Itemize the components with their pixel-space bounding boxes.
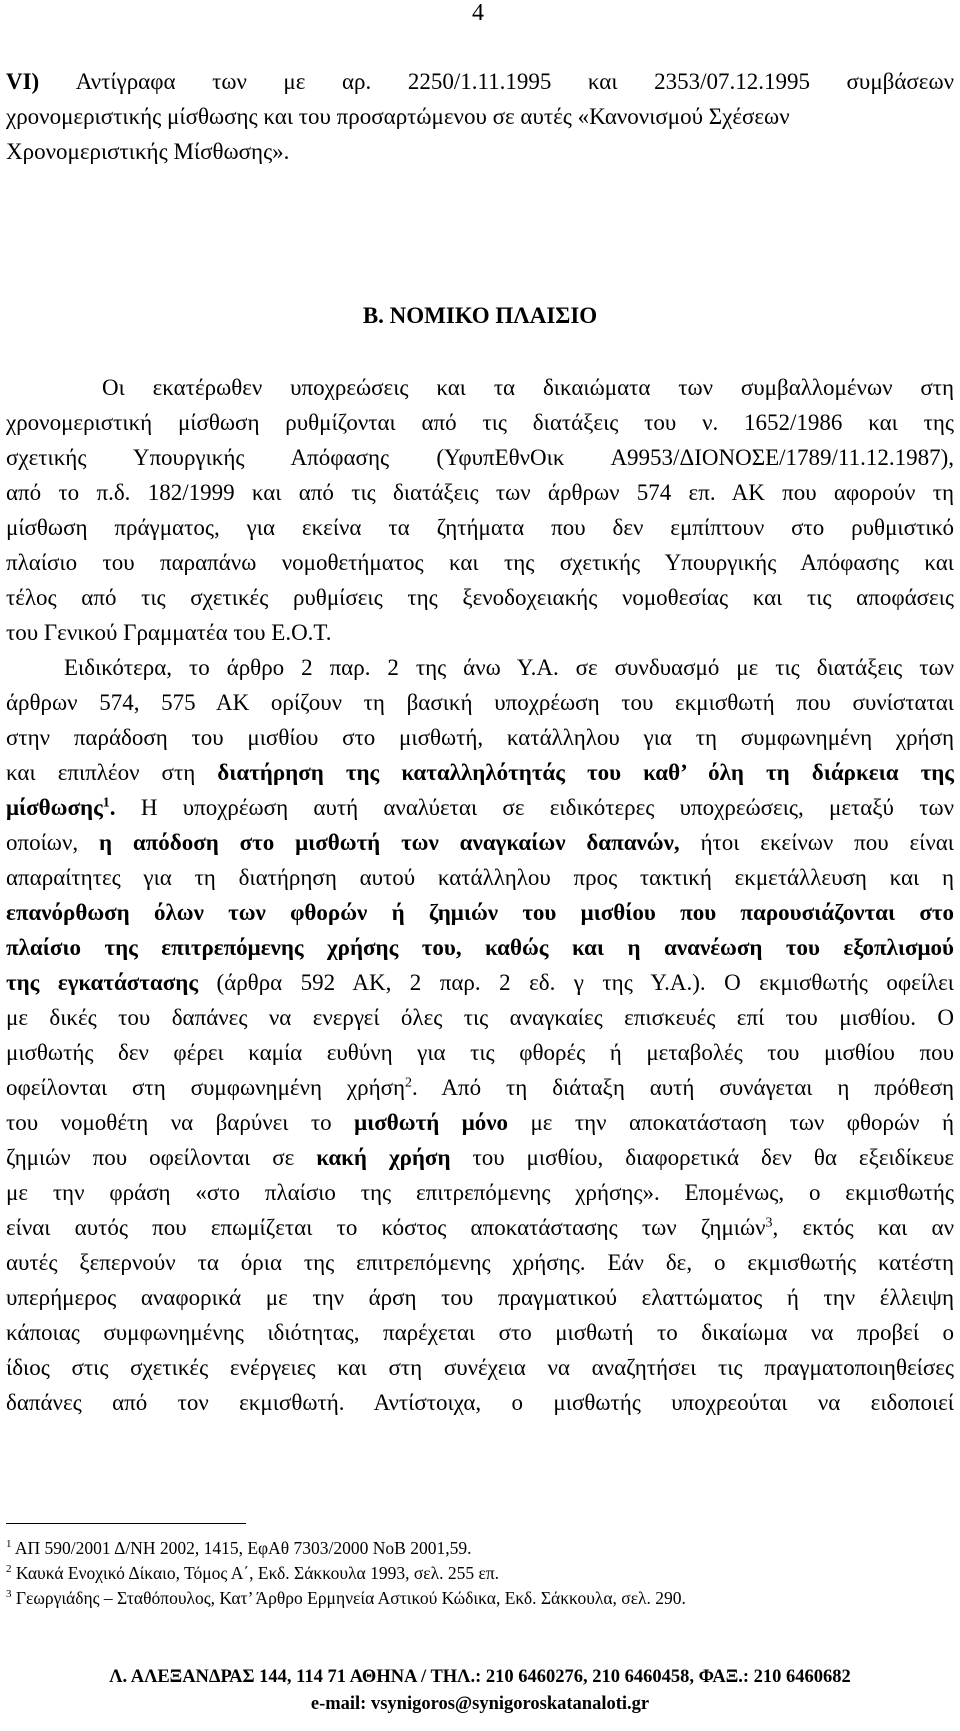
para2-line-15: ζημιών που οφείλονται σε κακή χρήση του μισθίου, διαφορετικά δεν θα εξειδίκευε xyxy=(6,1145,954,1170)
para2-line-21: ίδιος στις σχετικές ενέργειες και στη συνέχεια να αναζητήσει τις πραγματοποιηθείσες xyxy=(6,1355,954,1380)
para2-line-10: της εγκατάστασης (άρθρα 592 ΑΚ, 2 παρ. 2 εδ. γ της Υ.Α.). Ο εκμισθωτής οφείλει xyxy=(6,970,954,995)
para2-line-4: και επιπλέον στη διατήρηση της καταλληλότητάς του καθ’ όλη τη διάρκεια της xyxy=(6,760,954,785)
page-number: 4 xyxy=(472,0,484,26)
section-b-heading: Β. ΝΟΜΙΚΟ ΠΛΑΙΣΙΟ xyxy=(362,303,598,328)
para1-line-6: πλαίσιο του παραπάνω νομοθετήματος και της σχετικής Υπουργικής Απόφασης και xyxy=(6,550,954,575)
para2-line-8: επανόρθωση όλων των φθορών ή ζημιών του μισθίου που παρουσιάζονται στο xyxy=(6,900,954,925)
para2-line-1: Ειδικότερα, το άρθρο 2 παρ. 2 της άνω Υ.Α. σε συνδυασμό με τις διατάξεις των xyxy=(64,655,954,680)
footnote-2: $^2$ Καυκά Ενοχικό Δίκαιο, Τόμος Α΄, Εκδ. Σάκκουλα 1993, σελ. 255 επ. xyxy=(6,1563,500,1583)
para1-line-3: σχετικής Υπουργικής Απόφασης (ΥφυπΕθνΟικ Α9953/ΔΙΟΝΟΣΕ/1789/11.12.1987), xyxy=(6,445,954,470)
para2-line-2: άρθρων 574, 575 ΑΚ ορίζουν τη βασική υποχρέωση του εκμισθωτή που συνίσταται xyxy=(6,690,954,715)
para1-line-2: χρονομεριστική μίσθωση ρυθμίζονται από τις διατάξεις του ν. 1652/1986 και της xyxy=(6,410,954,435)
section-vi-line-3: Χρονομεριστικής Μίσθωσης». xyxy=(6,139,290,164)
para2-line-16: με την φράση «στο πλαίσιο της επιτρεπόμενης χρήσης». Επομένως, ο εκμισθωτής xyxy=(6,1180,954,1205)
para2-line-12: μισθωτής δεν φέρει καμία ευθύνη για τις φθορές ή μεταβολές του μισθίου που xyxy=(6,1040,954,1065)
footnote-separator xyxy=(6,1523,246,1524)
para2-line-18: αυτές ξεπερνούν τα όρια της επιτρεπόμενης χρήσης. Εάν δε, ο εκμισθωτής κατέστη xyxy=(6,1250,954,1275)
para2-line-11: με δικές του δαπάνες να ενεργεί όλες τις αναγκαίες επισκευές επί του μισθίου. Ο xyxy=(6,1005,954,1030)
para2-line-22: δαπάνες από τον εκμισθωτή. Αντίστοιχα, ο μισθωτής υποχρεούται να ειδοποιεί xyxy=(6,1390,954,1415)
para2-line-9: πλαίσιο της επιτρεπόμενης χρήσης του, καθώς και η ανανέωση του εξοπλισμού xyxy=(6,935,954,960)
section-vi-line-2: χρονομεριστικής μίσθωσης και του προσαρτώμενου σε αυτές «Κανονισμού Σχέσεων xyxy=(6,104,790,129)
para1-line-1: Οι εκατέρωθεν υποχρεώσεις και τα δικαιώματα των συμβαλλομένων στη xyxy=(102,375,954,400)
para2-line-17: είναι αυτός που επωμίζεται το κόστος αποκατάστασης των ζημιών$^3$, εκτός και αν xyxy=(6,1215,954,1240)
para2-line-3: στην παράδοση του μισθίου στο μισθωτή, κατάλληλου για τη συμφωνημένη χρήση xyxy=(6,725,954,750)
footer-address: Λ. ΑΛΕΞΑΝΔΡΑΣ 144, 114 71 ΑΘΗΝΑ / ΤΗΛ.: 210 6460276, 210 6460458, ΦΑΞ.: 210 6460682 xyxy=(109,1667,851,1687)
para2-line-14: του νομοθέτη να βαρύνει το μισθωτή μόνο με την αποκατάσταση των φθορών ή xyxy=(6,1110,954,1135)
para1-line-7: τέλος από τις σχετικές ρυθμίσεις της ξενοδοχειακής νομοθεσίας και τις αποφάσεις xyxy=(6,585,954,610)
para2-line-6: οποίων, η απόδοση στο μισθωτή των αναγκαίων δαπανών, ήτοι εκείνων που είναι xyxy=(6,830,954,855)
footnote-1: $^1$ ΑΠ 590/2001 Δ/ΝΗ 2002, 1415, ΕφΑθ 7303/2000 ΝοΒ 2001,59. xyxy=(6,1538,472,1558)
footnote-3: $^3$ Γεωργιάδης – Σταθόπουλος, Κατ’ Άρθρο Ερμηνεία Αστικού Κώδικα, Εκδ. Σάκκουλα, σελ. 290. xyxy=(6,1588,686,1608)
para1-line-8: του Γενικού Γραμματέα του Ε.Ο.Τ. xyxy=(6,620,332,645)
para1-line-5: μίσθωση πράγματος, για εκείνα τα ζητήματα που δεν εμπίπτουν στο ρυθμιστικό xyxy=(6,515,954,540)
footer-email: e-mail: vsynigoros@synigoroskatanaloti.gr xyxy=(310,1694,650,1714)
para2-line-19: υπερήμερος αναφορικά με την άρση του πραγματικού ελαττώματος ή την έλλειψη xyxy=(6,1285,954,1310)
para2-line-5: μίσθωσης$^1$. Η υποχρέωση αυτή αναλύεται σε ειδικότερες υποχρεώσεις, μεταξύ των xyxy=(6,795,954,820)
section-vi-line-1: VI) Αντίγραφα των με αρ. 2250/1.11.1995 και 2353/07.12.1995 συμβάσεων xyxy=(6,69,954,94)
para2-line-13: οφείλονται στη συμφωνημένη χρήση$^2$. Από τη διάταξη αυτή συνάγεται η πρόθεση xyxy=(6,1075,954,1100)
para1-line-4: από το π.δ. 182/1999 και από τις διατάξεις των άρθρων 574 επ. ΑΚ που αφορούν τη xyxy=(6,480,954,505)
para2-line-20: κάποιας συμφωνημένης ιδιότητας, παρέχεται στο μισθωτή το δικαίωμα να προβεί ο xyxy=(6,1320,954,1345)
para2-line-7: απαραίτητες για τη διατήρηση αυτού κατάλληλου προς τακτική εκμετάλλευση και η xyxy=(6,865,954,890)
